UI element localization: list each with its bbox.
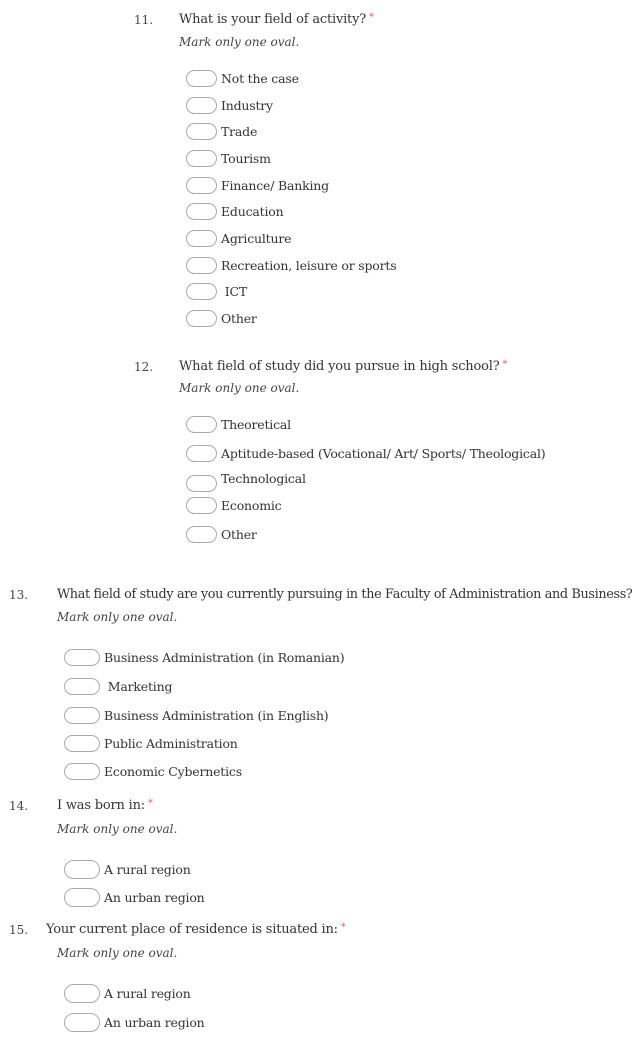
question-title <box>57 587 632 602</box>
radio-option-marketing[interactable]: Marketing <box>64 676 172 696</box>
question-text: What field of study are you currently pursuing in the Faculty of Administration and Business? <box>57 587 633 602</box>
radio-option-agriculture[interactable]: Agriculture <box>186 228 291 248</box>
question-hint: Mark only one oval. <box>179 381 300 395</box>
radio-option-economic[interactable]: Economic <box>186 495 281 515</box>
radio-oval[interactable] <box>186 97 217 114</box>
radio-oval[interactable] <box>186 445 217 462</box>
question-text: What is your field of activity? <box>179 12 366 27</box>
radio-option-education[interactable]: Education <box>186 201 283 221</box>
radio-oval[interactable] <box>186 310 217 327</box>
question-hint: Mark only one oval. <box>57 610 178 624</box>
radio-option-rural-region[interactable]: A rural region <box>64 983 191 1003</box>
radio-option-rural-region[interactable]: A rural region <box>64 859 191 879</box>
radio-oval[interactable] <box>186 123 217 140</box>
radio-option-industry[interactable]: Industry <box>186 95 273 115</box>
required-asterisk: * <box>369 12 374 23</box>
question-hint: Mark only one oval. <box>57 946 178 960</box>
question-number: 14. <box>9 799 29 813</box>
question-text: Your current place of residence is situated in: <box>46 922 338 937</box>
radio-option-other[interactable]: Other <box>186 308 257 328</box>
radio-option-other[interactable]: Other <box>186 524 257 544</box>
radio-oval[interactable] <box>186 416 217 433</box>
radio-option-economic-cybernetics[interactable]: Economic Cybernetics <box>64 761 242 781</box>
radio-oval[interactable] <box>186 257 217 274</box>
radio-option-trade[interactable]: Trade <box>186 121 257 141</box>
radio-option-technological[interactable]: Technological <box>186 471 306 491</box>
question-title <box>179 12 374 27</box>
radio-option-urban-region[interactable]: An urban region <box>64 887 205 907</box>
radio-oval[interactable] <box>64 860 100 879</box>
radio-oval[interactable] <box>64 649 100 666</box>
question-title <box>179 359 507 374</box>
radio-option-theoretical[interactable]: Theoretical <box>186 414 291 434</box>
question-text: I was born in: <box>57 798 145 813</box>
radio-oval[interactable] <box>64 735 100 752</box>
radio-option-business-admin-romanian[interactable]: Business Administration (in Romanian) <box>64 647 344 667</box>
required-asterisk: * <box>147 798 153 809</box>
radio-oval[interactable] <box>186 526 217 543</box>
question-title <box>57 798 153 813</box>
radio-option-recreation[interactable]: Recreation, leisure or sports <box>186 255 396 275</box>
radio-oval[interactable] <box>64 678 100 695</box>
radio-option-not-the-case[interactable]: Not the case <box>186 68 299 88</box>
required-asterisk: * <box>502 359 508 370</box>
radio-oval[interactable] <box>186 70 217 87</box>
required-asterisk: * <box>340 922 346 933</box>
radio-option-urban-region[interactable]: An urban region <box>64 1012 205 1032</box>
radio-option-tourism[interactable]: Tourism <box>186 148 271 168</box>
question-text: What field of study did you pursue in high school? <box>179 359 500 374</box>
question-number: 12. <box>134 360 154 374</box>
radio-oval[interactable] <box>186 497 217 514</box>
radio-oval[interactable] <box>64 984 100 1003</box>
radio-oval[interactable] <box>186 230 217 247</box>
question-number: 15. <box>9 923 29 937</box>
radio-oval[interactable] <box>64 1013 100 1032</box>
radio-option-ict[interactable]: ICT <box>186 281 247 301</box>
radio-option-business-admin-english[interactable]: Business Administration (in English) <box>64 705 328 725</box>
question-hint: Mark only one oval. <box>179 35 300 49</box>
radio-option-aptitude-based[interactable]: Aptitude-based (Vocational/ Art/ Sports/ Theological) <box>186 443 545 463</box>
radio-oval[interactable] <box>64 888 100 907</box>
radio-oval[interactable] <box>186 150 217 167</box>
question-number: 13. <box>9 588 29 602</box>
radio-option-public-administration[interactable]: Public Administration <box>64 733 238 753</box>
radio-oval[interactable] <box>186 283 217 300</box>
radio-option-finance-banking[interactable]: Finance/ Banking <box>186 175 329 195</box>
radio-oval[interactable] <box>64 707 100 724</box>
radio-oval[interactable] <box>64 763 100 780</box>
question-title <box>46 922 346 937</box>
radio-oval[interactable] <box>186 177 217 194</box>
radio-oval[interactable] <box>186 203 217 220</box>
question-number: 11. <box>134 13 154 27</box>
radio-oval[interactable] <box>186 475 217 492</box>
question-hint: Mark only one oval. <box>57 822 178 836</box>
